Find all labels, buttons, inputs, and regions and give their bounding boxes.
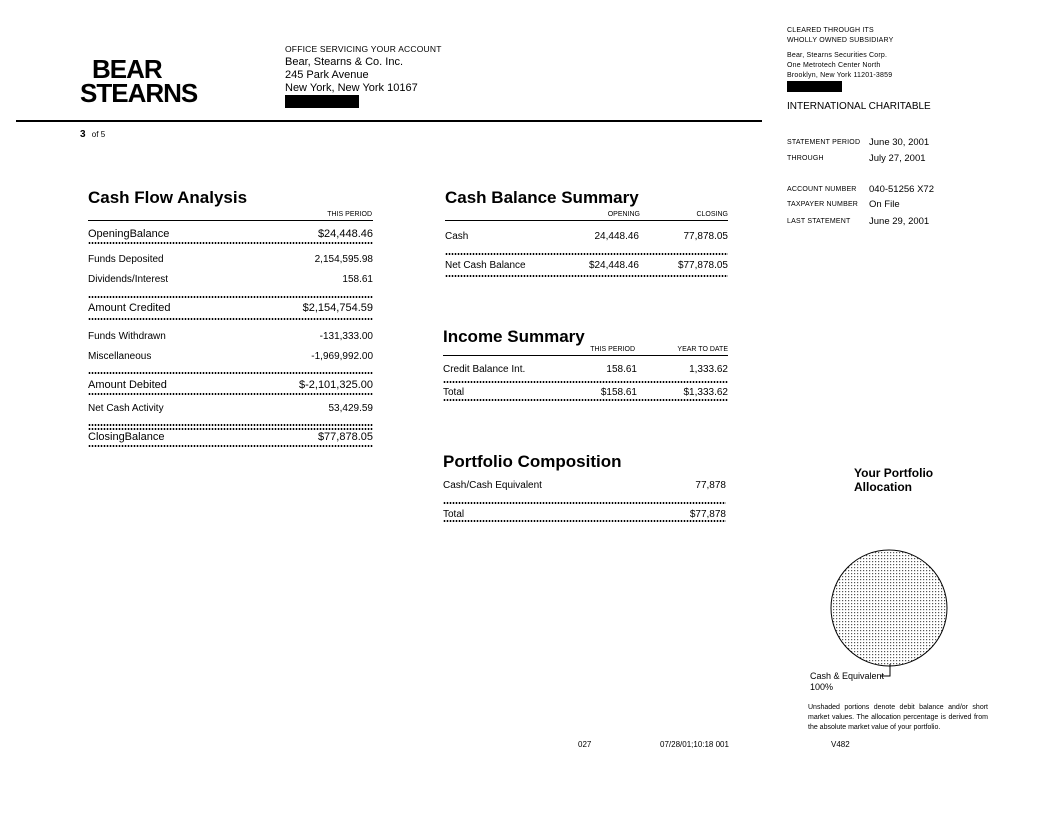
row-value: 53,429.59 — [328, 403, 373, 414]
row-label: ClosingBalance — [88, 431, 165, 443]
col-this-period: THIS PERIOD — [590, 346, 635, 353]
account-number — [787, 184, 934, 195]
cash-flow-title: Cash Flow Analysis — [88, 188, 248, 207]
row-value: -131,333.00 — [319, 331, 373, 342]
row-value: 77,878 — [695, 480, 726, 491]
row-label: Cash — [445, 231, 469, 242]
table-row — [88, 254, 373, 267]
page-total: of 5 — [91, 130, 106, 139]
through-value: July 27, 2001 — [869, 153, 926, 164]
dotted-rule — [88, 372, 373, 374]
table-row — [88, 351, 373, 364]
dotted-rule — [88, 393, 373, 395]
logo-line1: BEAR — [92, 54, 162, 84]
row-period: $158.61 — [600, 387, 637, 398]
portfolio-title: Portfolio Composition — [443, 452, 622, 471]
col-closing: CLOSING — [696, 211, 728, 218]
dotted-rule — [445, 275, 728, 277]
table-row — [88, 379, 373, 393]
clearing-addr1: One Metrotech Center North — [787, 62, 881, 69]
allocation-pie — [830, 549, 948, 667]
row-label: Funds Withdrawn — [88, 331, 166, 342]
col-ytd: YEAR TO DATE — [677, 346, 728, 353]
table-row — [88, 228, 373, 242]
clearing-corp: Bear, Stearns Securities Corp. — [787, 52, 888, 59]
account-name: INTERNATIONAL CHARITABLE — [787, 101, 931, 112]
dotted-rule — [443, 502, 726, 504]
table-row — [443, 480, 726, 493]
row-value: $2,154,754.59 — [302, 302, 373, 314]
footer-stamp: 07/28/01;10:18 001 — [660, 740, 729, 749]
dotted-rule — [443, 520, 726, 522]
row-value: 2,154,595.98 — [314, 254, 373, 265]
office-street: 245 Park Avenue — [285, 69, 369, 81]
row-label: Net Cash Balance — [445, 260, 526, 271]
row-label: Cash/Cash Equivalent — [443, 480, 542, 491]
row-label: Total — [443, 387, 465, 398]
table-row — [88, 302, 373, 316]
statement-period — [787, 137, 930, 148]
pie-slice-cash — [831, 550, 947, 666]
divider — [88, 220, 373, 221]
clearing-addr2: Brooklyn, New York 11201-3859 — [787, 72, 893, 79]
period-value: June 30, 2001 — [869, 137, 930, 148]
allocation-title — [854, 466, 933, 494]
dotted-rule — [88, 318, 373, 320]
taxpayer-number — [787, 199, 900, 210]
acct-label: ACCOUNT NUMBER — [787, 186, 857, 193]
office-address — [285, 43, 442, 108]
cash-balance-title: Cash Balance Summary — [445, 188, 639, 207]
row-value: -1,969,992.00 — [311, 351, 373, 362]
taxpayer-label: TAXPAYER NUMBER — [787, 201, 859, 208]
allocation-note: Unshaded portions denote debit balance and/or short market values. The allocation percentage is derived from the absolute market value of your portfolio. — [808, 704, 988, 731]
row-close: 77,878.05 — [683, 231, 728, 242]
row-label: Funds Deposited — [88, 254, 164, 265]
table-row — [445, 231, 728, 244]
allocation-title-line1: Your Portfolio — [854, 466, 934, 480]
income-title: Income Summary — [443, 327, 585, 346]
dotted-rule — [445, 253, 728, 255]
office-city: New York, New York 10167 — [285, 82, 418, 94]
row-period: 158.61 — [606, 364, 637, 375]
page-number — [80, 129, 105, 140]
row-label: OpeningBalance — [88, 228, 170, 240]
taxpayer-value: On File — [869, 199, 900, 210]
statement-through — [787, 153, 926, 164]
row-label: Miscellaneous — [88, 351, 152, 362]
row-label: Dividends/Interest — [88, 274, 169, 285]
row-open: $24,448.46 — [588, 260, 639, 271]
last-label: LAST STATEMENT — [787, 218, 851, 225]
row-label: Net Cash Activity — [88, 403, 164, 414]
pie-label — [810, 671, 884, 693]
row-label: Amount Credited — [88, 302, 171, 314]
office-heading: OFFICE SERVICING YOUR ACCOUNT — [285, 44, 442, 54]
dotted-rule — [443, 381, 728, 383]
divider — [443, 355, 728, 356]
row-ytd: $1,333.62 — [683, 387, 728, 398]
row-close: $77,878.05 — [677, 260, 728, 271]
dotted-rule — [88, 242, 373, 244]
row-ytd: 1,333.62 — [689, 364, 728, 375]
footer-code1: 027 — [578, 740, 592, 749]
table-row — [88, 403, 373, 416]
clearing-line1: CLEARED THROUGH ITS — [787, 27, 874, 34]
dotted-rule — [88, 296, 373, 298]
page-current: 3 — [80, 129, 86, 140]
row-label: Credit Balance Int. — [443, 364, 526, 375]
redacted-block — [285, 95, 359, 108]
period-label: STATEMENT PERIOD — [787, 139, 861, 146]
bear-stearns-logo — [80, 54, 198, 108]
table-row — [88, 331, 373, 344]
pie-svg — [830, 549, 948, 667]
row-value: 158.61 — [342, 274, 373, 285]
last-statement — [787, 216, 930, 227]
footer-code2: V482 — [831, 740, 850, 749]
logo-line2: STEARNS — [80, 78, 198, 108]
through-label: THROUGH — [787, 155, 824, 162]
row-label: Amount Debited — [88, 379, 167, 391]
row-value: $24,448.46 — [317, 228, 373, 240]
dotted-rule — [443, 399, 728, 401]
pie-label-pct: 100% — [810, 682, 834, 692]
row-value: $77,878 — [689, 509, 726, 520]
cash-flow-col-header: THIS PERIOD — [327, 211, 372, 218]
pie-label-name: Cash & Equivalent — [810, 671, 885, 681]
allocation-title-line2: Allocation — [854, 480, 913, 494]
last-value: June 29, 2001 — [869, 216, 930, 227]
row-value: $-2,101,325.00 — [298, 379, 373, 391]
row-value: $77,878.05 — [317, 431, 373, 443]
table-row — [88, 431, 373, 445]
divider — [445, 220, 728, 221]
col-opening: OPENING — [607, 211, 640, 218]
table-row — [445, 260, 728, 273]
header-rule — [16, 120, 762, 122]
acct-value: 040-51256 X72 — [869, 184, 934, 195]
table-row — [88, 274, 373, 287]
row-open: 24,448.46 — [594, 231, 639, 242]
dotted-rule — [88, 424, 373, 426]
redacted-block — [787, 81, 842, 92]
clearing-line2: WHOLLY OWNED SUBSIDIARY — [787, 37, 894, 44]
row-label: Total — [443, 509, 465, 520]
table-row — [443, 364, 728, 377]
clearing-info — [787, 26, 894, 92]
dotted-rule — [88, 428, 373, 430]
dotted-rule — [88, 445, 373, 447]
office-name: Bear, Stearns & Co. Inc. — [285, 56, 404, 68]
